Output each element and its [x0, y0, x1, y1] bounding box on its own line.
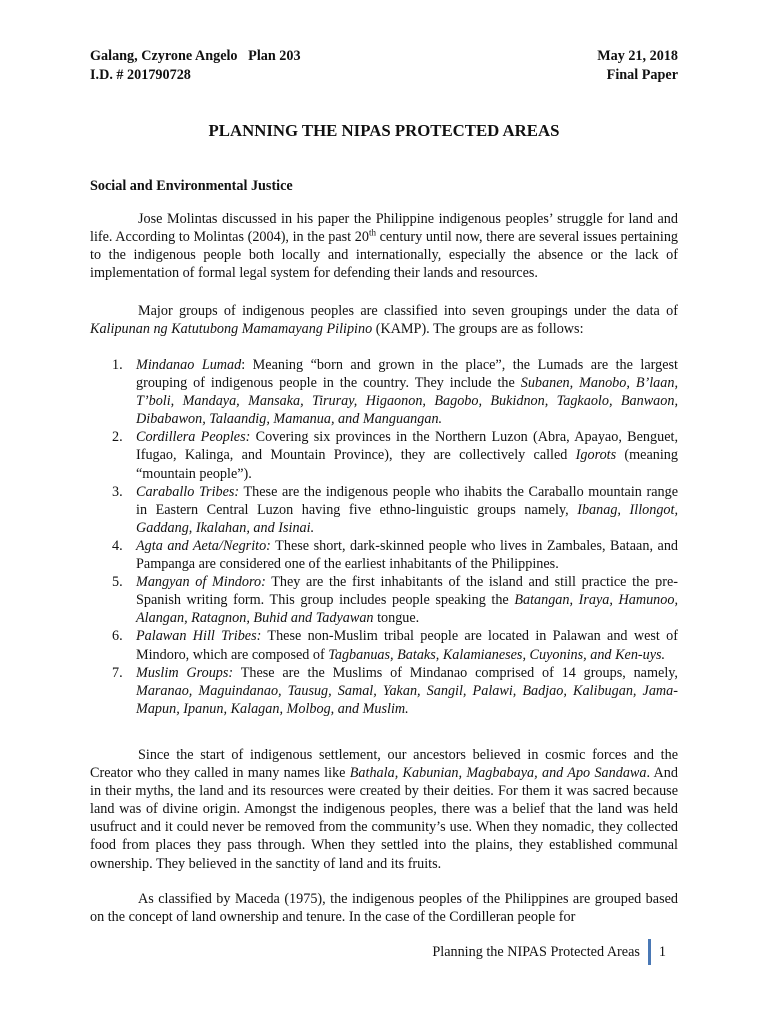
running-title: Planning the NIPAS Protected Areas [432, 943, 640, 960]
list-number: 3. [112, 483, 123, 500]
page-footer [432, 939, 666, 965]
list-item [90, 537, 678, 573]
paragraph-4: As classified by Maceda (1975), the indigenous peoples of the Philippines are grouped based on the concept of land ownership and tenure. In the case of the Cordilleran people for [90, 891, 678, 926]
group-member-names: Ibanag, Illongot, Gaddang, Ikalahan, and Isinai. [136, 501, 678, 536]
header-left [90, 47, 301, 84]
group-name: Agta and Aeta/Negrito: [136, 537, 271, 554]
group-name: Mangyan of Mindoro: [136, 574, 266, 591]
page-title: PLANNING THE NIPAS PROTECTED AREAS [208, 121, 560, 140]
author-line: Galang, Czyrone Angelo Plan 203 [90, 48, 301, 64]
section-heading: Social and Environmental Justice [90, 178, 293, 194]
indigenous-groups-list [90, 356, 678, 718]
list-item [90, 664, 678, 718]
footer-divider [648, 939, 651, 965]
list-item [90, 356, 678, 428]
list-item [90, 483, 678, 537]
page-number: 1 [658, 943, 666, 960]
paragraph-3-text-a: Since the start of indigenous settlement, our ancestors believed in cosmic forces and the Creator who they called in many names like [90, 747, 678, 782]
group-description: These non-Muslim tribal people are located in Palawan and west of Mindoro, which are composed of [136, 628, 678, 663]
group-description: : Meaning “born and grown in the place”, the Lumads are the largest grouping of indigenous people in the country. They include the [136, 357, 678, 392]
group-description: (meaning “mountain people”). [136, 447, 678, 482]
list-number: 7. [112, 664, 123, 681]
group-description: tongue. [373, 610, 420, 627]
list-number: 1. [112, 357, 123, 373]
group-name: Mindanao Lumad [136, 357, 242, 373]
organization-name: Kalipunan ng Katutubong Mamamayang Pilipino [90, 321, 373, 338]
list-item [90, 573, 678, 627]
list-number: 4. [112, 537, 123, 554]
document-type: Final Paper [606, 66, 678, 83]
group-member-names: Igorots [575, 447, 617, 464]
group-name: Muslim Groups: [136, 664, 234, 681]
list-number: 6. [112, 628, 123, 645]
group-description: These short, dark-skinned people who lives in Zambales, Bataan, and Pampanga are considered one of the earliest inhabitants of the Philippines. [136, 537, 679, 573]
group-member-names: Maranao, Maguindanao, Tausug, Samal, Yakan, Sangil, Palawi, Badjao, Kalibugan, Jama-Mapun, Ipanun, Kalagan, Molbog, and Muslim. [136, 682, 678, 717]
paragraph-2 [90, 302, 678, 338]
ordinal-suffix: th [368, 227, 376, 238]
list-item [90, 428, 678, 482]
paragraph-1-text-b: century until now, there are several issues pertaining to the indigenous people both locally and internationally, especially the absence or the lack of implementation of formal legal system for defending their lands and resources. [90, 229, 679, 282]
paragraph-3 [90, 746, 678, 873]
list-number: 5. [112, 574, 123, 591]
header-right [597, 47, 678, 84]
paragraph-1-text-a: Jose Molintas discussed in his paper the Philippine indigenous peoples’ struggle for land and life. According to Molintas (2004), in the past 20 [90, 211, 678, 246]
group-member-names: Batangan, Iraya, Hamunoo, Alangan, Ratagnon, Buhid and Tadyawan [136, 592, 678, 627]
paragraph-2-text-a: Major groups of indigenous peoples are classified into seven groupings under the data of [138, 303, 678, 319]
group-name: Caraballo Tribes: [136, 483, 240, 500]
date: May 21, 2018 [597, 48, 678, 64]
paragraph-2-text-b: (KAMP). The groups are as follows: [372, 321, 584, 338]
group-name: Palawan Hill Tribes: [136, 628, 262, 645]
paragraph-3-text-b: . And in their myths, the land and its resources were created by their deities. For them it was sacred because land was of divine origin. Amongst the indigenous peoples, there was a belief that the land was held usufruct and it could never be removed from the community’s use. When they nomadic, they collected food from places they pass through. When they settled into the plains, they established communal ownership. They believed in the sanctity of land and its fruits. [90, 765, 678, 872]
group-name: Cordillera Peoples: [136, 429, 251, 446]
id-line: I.D. # 201790728 [90, 66, 191, 83]
group-member-names: Tagbanuas, Bataks, Kalamianeses, Cuyonins, and Ken-uys. [328, 646, 666, 663]
group-description: Covering six provinces in the Northern Luzon (Abra, Apayao, Benguet, Ifugao, Kalinga, and Mountain Province), they are collectively called [136, 429, 678, 464]
group-description: These are the Muslims of Mindanao comprised of 14 groups, namely, [233, 664, 678, 681]
paragraph-1 [90, 210, 678, 282]
deity-names: Bathala, Kabunian, Magbabaya, and Apo Sandawa [349, 765, 647, 782]
group-description: These are the indigenous people who ihabits the Caraballo mountain range in Eastern Central Luzon having five ethno-linguistic groups namely, [136, 483, 678, 518]
group-description: They are the first inhabitants of the island and still practice the pre-Spanish writing form. This group includes people speaking the [136, 574, 678, 609]
list-item [90, 627, 678, 663]
group-member-names: Subanen, Manobo, B’laan, T’boli, Mandaya, Mansaka, Tiruray, Higaonon, Bagobo, Bukidnon, Tagkaolo, Banwaon, Dibabawon, Talaandig, Mamanua, and Manguangan. [136, 375, 678, 428]
list-number: 2. [112, 429, 123, 446]
